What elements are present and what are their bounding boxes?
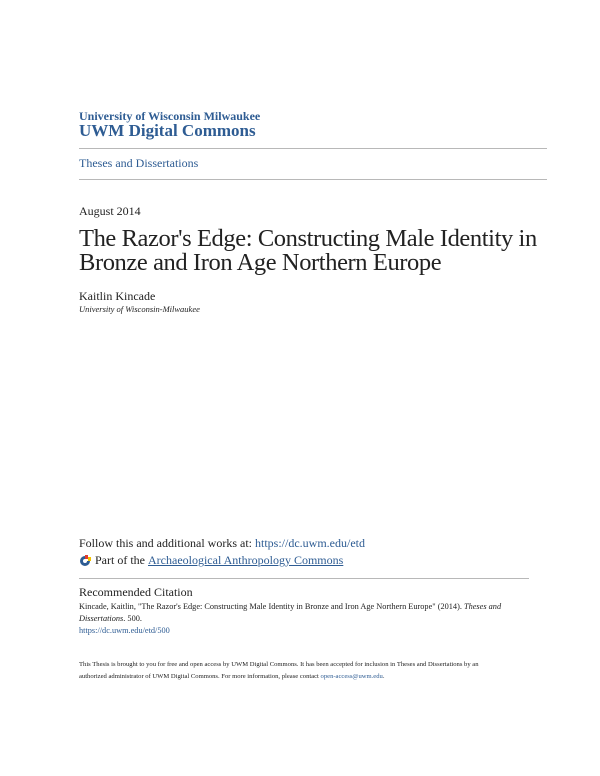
notice-line: authorized administrator of UWM Digital Commons. For more information, please contact: [79, 673, 321, 680]
commons-network-icon: [79, 555, 91, 567]
citation-body: Kincade, Kaitlin, "The Razor's Edge: Constructing Male Identity in Bronze and Iron Age Northern Europe" (2014).: [79, 602, 464, 611]
university-name: University of Wisconsin Milwaukee: [79, 109, 261, 123]
notice-end: .: [382, 673, 385, 680]
author-name: Kaitlin Kincade: [79, 289, 156, 303]
citation-number: . 500.: [123, 614, 142, 623]
citation-url-link[interactable]: https://dc.uwm.edu/etd/500: [79, 626, 170, 635]
divider: [79, 148, 547, 149]
document-title: [79, 227, 537, 275]
contact-email-link[interactable]: open-access@uwm.edu: [320, 673, 383, 680]
access-notice: [79, 659, 479, 683]
citation-heading: Recommended Citation: [79, 585, 193, 599]
author-affiliation: University of Wisconsin-Milwaukee: [79, 304, 200, 314]
part-of-label: Part of the: [95, 553, 145, 567]
title-line: The Razor's Edge: Constructing Male Identity in: [79, 225, 537, 252]
publication-date: August 2014: [79, 204, 141, 218]
title-line: Bronze and Iron Age Northern Europe: [79, 249, 442, 276]
citation-text: [79, 601, 519, 625]
follow-url-link[interactable]: https://dc.uwm.edu/etd: [255, 536, 365, 550]
divider: [79, 578, 529, 579]
follow-line: [79, 536, 365, 551]
repository-name[interactable]: UWM Digital Commons: [79, 121, 256, 140]
notice-line: This Thesis is brought to you for free and open access by UWM Digital Commons. It has been accepted for inclusion in Theses and Dissertations by an: [79, 661, 479, 668]
part-of-line: [79, 553, 343, 568]
collection-link[interactable]: Theses and Dissertations: [79, 156, 199, 170]
divider: [79, 179, 547, 180]
discipline-link[interactable]: Archaeological Anthropology Commons: [148, 553, 344, 567]
citation-series: Theses and Dissertations: [79, 602, 502, 623]
follow-label: Follow this and additional works at:: [79, 536, 255, 550]
